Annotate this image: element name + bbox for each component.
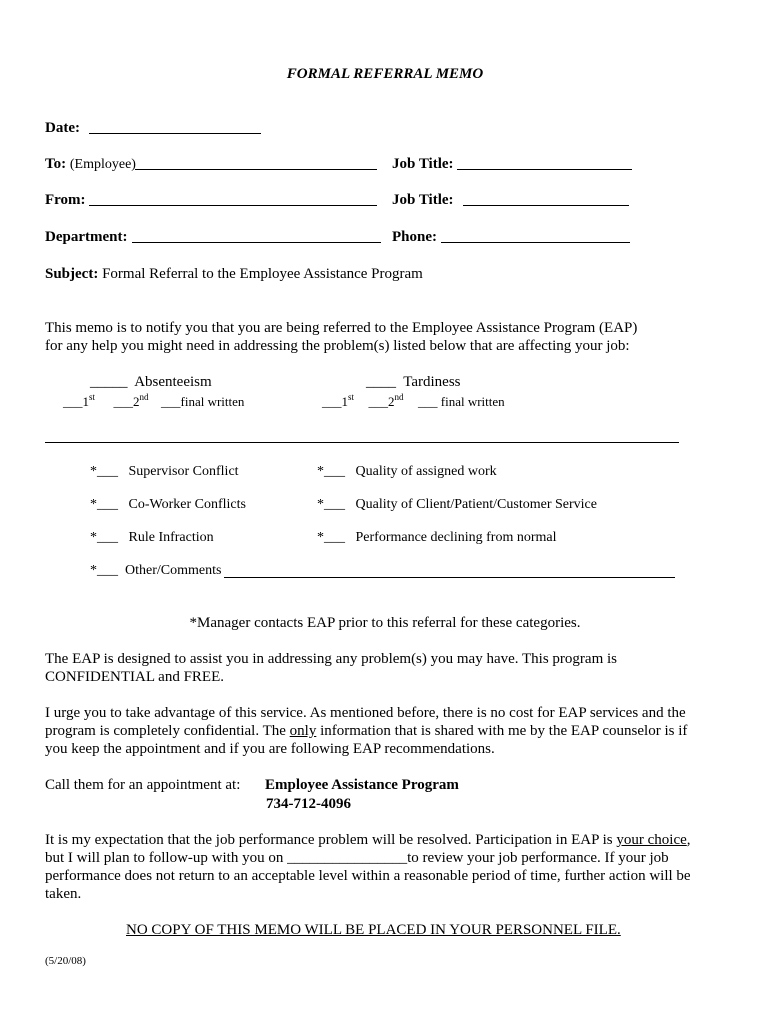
category-marker: *___ — [90, 530, 118, 545]
memo-title: FORMAL REFERRAL MEMO — [286, 66, 484, 82]
subject-label: Subject: — [45, 266, 99, 282]
absenteeism-item[interactable] — [90, 374, 212, 391]
to-label: To: — [45, 156, 67, 172]
category-supervisor-conflict[interactable] — [90, 464, 239, 480]
to-note: (Employee) — [69, 157, 136, 172]
eap-paragraph-line-2: CONFIDENTIAL and FREE. — [45, 669, 225, 685]
category-quality-work[interactable] — [317, 464, 497, 480]
category-label: Quality of assigned work — [355, 464, 497, 479]
category-marker: *___ — [90, 497, 118, 512]
date-label: Date: — [45, 120, 80, 136]
category-marker: *___ — [90, 563, 118, 578]
footer-notice: NO COPY OF THIS MEMO WILL BE PLACED IN YOUR PERSONNEL FILE. — [126, 922, 621, 938]
absenteeism-warnings — [63, 394, 244, 410]
category-label: Supervisor Conflict — [128, 464, 239, 479]
department-field[interactable] — [132, 242, 381, 243]
urge-paragraph-line-3: you keep the appointment and if you are following EAP recommendations. — [45, 741, 495, 757]
only-emphasis: only — [289, 723, 317, 739]
tardiness-warnings — [322, 394, 505, 410]
category-marker: *___ — [317, 530, 345, 545]
eap-paragraph-line-1: The EAP is designed to assist you in addressing any problem(s) you may have. This program is — [45, 651, 617, 667]
category-other[interactable] — [90, 563, 221, 579]
to-employee-field[interactable] — [135, 169, 377, 170]
subject-line — [45, 266, 423, 283]
expectation-line-3: performance does not return to an acceptable level within a reasonable period of time, further action will be — [45, 868, 691, 884]
date-field[interactable] — [89, 133, 261, 134]
tardiness-item[interactable] — [366, 374, 461, 391]
absenteeism-blank: _____ — [90, 374, 128, 390]
revision-date: (5/20/08) — [45, 955, 86, 967]
other-comments-label: Other/Comments — [125, 563, 222, 578]
contact-label: Call them for an appointment at: — [45, 777, 241, 793]
category-label: Quality of Client/Patient/Customer Service — [355, 497, 597, 512]
phone-field[interactable] — [441, 242, 630, 243]
expectation-line-1: It is my expectation that the job performance problem will be resolved. Participation in EAP is your choice, — [45, 832, 691, 848]
expectation-line-2: but I will plan to follow-up with you on ________________to review your job performance. If your job — [45, 850, 669, 866]
category-performance-declining[interactable] — [317, 530, 556, 546]
your-choice-emphasis: your choice — [616, 832, 687, 848]
subject-text: Formal Referral to the Employee Assistance Program — [102, 266, 423, 282]
category-marker: *___ — [90, 464, 118, 479]
tardiness-second[interactable]: ___2nd — [368, 392, 404, 409]
job-title-field-2[interactable] — [463, 205, 629, 206]
urge-paragraph-line-2: program is completely confidential. The only information that is shared with me by the EAP counselor is if — [45, 723, 688, 739]
to-label-group — [45, 156, 136, 173]
absenteeism-first[interactable]: ___1st — [63, 392, 96, 409]
category-label: Performance declining from normal — [355, 530, 557, 545]
job-title-label-2: Job Title: — [392, 192, 454, 208]
category-marker: *___ — [317, 497, 345, 512]
category-coworker-conflicts[interactable] — [90, 497, 246, 513]
from-label: From: — [45, 192, 86, 208]
urge-paragraph-line-1: I urge you to take advantage of this service. As mentioned before, there is no cost for EAP services and the — [45, 705, 686, 721]
phone-label: Phone: — [392, 229, 437, 245]
job-title-field[interactable] — [457, 169, 632, 170]
absenteeism-label: Absenteeism — [134, 374, 212, 390]
absenteeism-second[interactable]: ___2nd — [113, 392, 149, 409]
absenteeism-final[interactable]: ___final written — [161, 394, 245, 409]
tardiness-first[interactable]: ___1st — [322, 392, 355, 409]
category-label: Co-Worker Conflicts — [128, 497, 246, 512]
category-label: Rule Infraction — [128, 530, 214, 545]
other-comments-field[interactable] — [224, 577, 675, 578]
category-rule-infraction[interactable] — [90, 530, 214, 546]
tardiness-blank: ____ — [366, 374, 396, 390]
department-label: Department: — [45, 229, 128, 245]
manager-note: *Manager contacts EAP prior to this referral for these categories. — [189, 615, 581, 631]
intro-line-2: for any help you might need in addressing the problem(s) listed below that are affecting your job: — [45, 338, 630, 354]
from-field[interactable] — [89, 205, 377, 206]
eap-phone-number[interactable]: 734-712-4096 — [266, 796, 351, 812]
intro-line-1: This memo is to notify you that you are being referred to the Employee Assistance Program (EAP) — [45, 320, 638, 336]
category-quality-service[interactable] — [317, 497, 597, 513]
eap-program-name: Employee Assistance Program — [265, 777, 459, 793]
tardiness-final[interactable]: ___ final written — [418, 394, 505, 409]
category-marker: *___ — [317, 464, 345, 479]
tardiness-label: Tardiness — [403, 374, 461, 390]
section-divider — [45, 442, 679, 443]
follow-up-date-field[interactable]: ________________ — [287, 850, 408, 866]
expectation-line-4: taken. — [45, 886, 82, 902]
job-title-label: Job Title: — [392, 156, 454, 172]
